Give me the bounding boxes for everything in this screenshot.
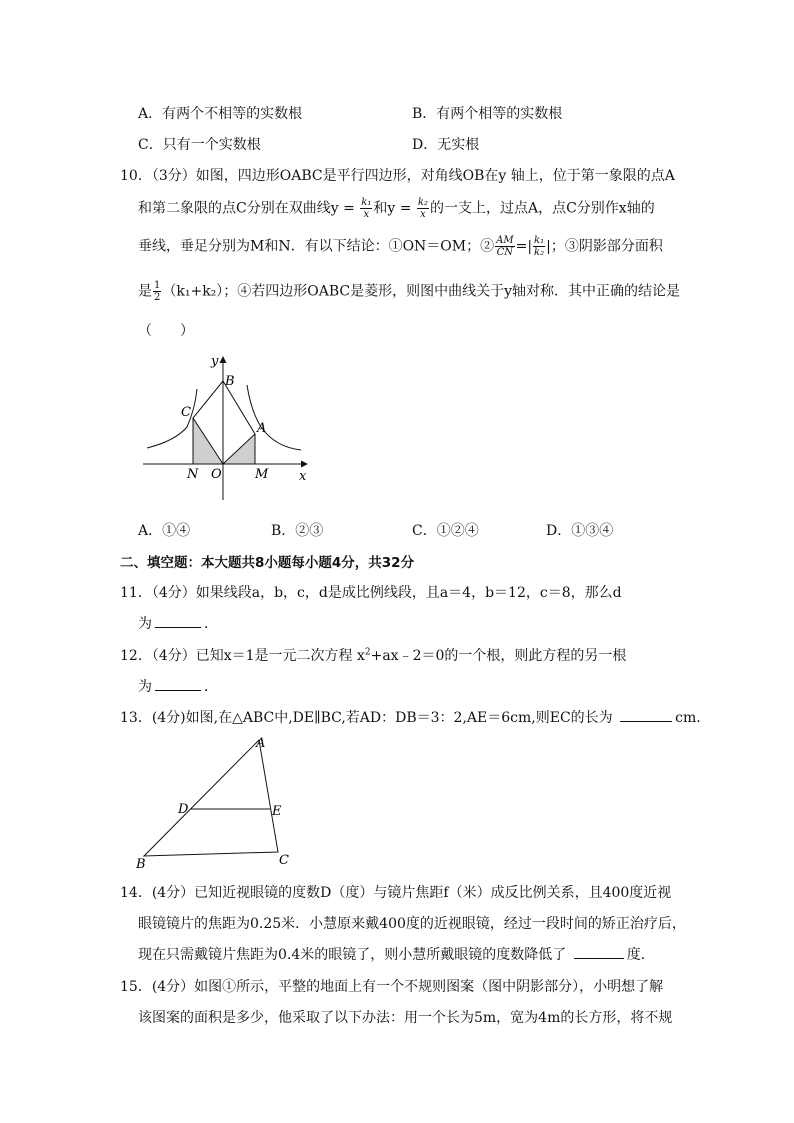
q10-option-d: D．①③④ bbox=[546, 523, 614, 539]
q13-line-1 bbox=[120, 707, 710, 727]
x-denominator-2: x bbox=[420, 209, 426, 220]
label-c-13: C bbox=[279, 853, 289, 868]
half-denominator: 2 bbox=[154, 292, 161, 303]
x-denominator: x bbox=[363, 209, 370, 220]
q14-answer-blank[interactable] bbox=[574, 957, 624, 959]
q15-line-1: 15．(4分）如图①所示，平整的地面上有一个不规则图案（图中阴影部分），小明想了解 bbox=[120, 979, 664, 995]
triangle-abc bbox=[144, 740, 278, 856]
q12-text-2: 为 bbox=[138, 679, 152, 695]
q10-option-a: A．①④ bbox=[138, 523, 191, 539]
q13-text: 13．(4分)如图,在△ABC中,DE∥BC,若AD：DB＝3：2,AE＝6cm,则EC的长为 bbox=[120, 710, 613, 726]
cn-denominator: CN bbox=[496, 247, 514, 258]
q12-text-1a: 12．（4分）已知x＝1是一元二次方程 x bbox=[120, 648, 365, 664]
half-numerator: 1 bbox=[154, 280, 161, 291]
q10-figure bbox=[135, 345, 320, 505]
q11-end: ． bbox=[204, 616, 218, 632]
q10-text-3a: 垂线，垂足分别为M和N．有以下结论：①ON＝OM；② bbox=[138, 238, 495, 255]
q10-eq-2: = bbox=[399, 200, 412, 217]
label-x: x bbox=[299, 469, 307, 484]
q13-answer-blank[interactable] bbox=[620, 720, 672, 722]
label-a: A bbox=[257, 421, 267, 436]
q11-text-2: 为 bbox=[138, 616, 152, 632]
q10-score: （3分） bbox=[151, 168, 196, 184]
q11-line-2 bbox=[138, 613, 218, 633]
q10-number: 10． bbox=[120, 168, 152, 184]
q12-answer-blank[interactable] bbox=[155, 689, 201, 691]
label-b-13: B bbox=[136, 857, 146, 872]
q9-option-a: A．有两个不相等的实数根 bbox=[138, 106, 303, 122]
q10-line-4 bbox=[138, 280, 680, 303]
q12-line-2 bbox=[138, 676, 218, 696]
section-header: 二、填空题：本大题共8小题每小题4分，共32分 bbox=[120, 555, 415, 571]
label-n: N bbox=[187, 467, 199, 482]
q15-line-2: 该图案的面积是多少，他采取了以下办法：用一个长为5m，宽为4m的长方形，将不规 bbox=[138, 1010, 673, 1026]
q14-end: 度． bbox=[626, 947, 655, 963]
k1-numerator: k₁ bbox=[361, 197, 372, 208]
q11-answer-blank[interactable] bbox=[155, 626, 201, 628]
q10-text-3b: |；③阴影部分面积 bbox=[546, 238, 663, 255]
q10-text-2a: 和第二象限的点C分别在双曲线y bbox=[138, 200, 339, 217]
label-y: y bbox=[211, 354, 219, 369]
q10-option-b: B．②③ bbox=[271, 523, 324, 539]
q12-line-1 bbox=[120, 645, 626, 665]
q10-text-4a: 是 bbox=[138, 283, 152, 300]
q10-and: 和y bbox=[373, 200, 396, 217]
q10-text-1: 如图，四边形OABC是平行四边形，对角线OB在y 轴上，位于第一象限的点A bbox=[195, 168, 675, 184]
q10-option-c: C．①②④ bbox=[412, 523, 479, 539]
q14-text-3: 现在只需戴镜片焦距为0.4米的眼镜了，则小慧所戴眼镜的度数降低了 bbox=[138, 947, 567, 963]
q14-line-1: 14．(4分）已知近视眼镜的度数D（度）与镜片焦距f（米）成反比例关系，且400度近视 bbox=[120, 885, 672, 901]
label-e: E bbox=[272, 804, 282, 819]
label-d: D bbox=[178, 802, 189, 817]
k2-denominator: k₂ bbox=[534, 247, 545, 258]
label-c: C bbox=[181, 405, 191, 420]
q10-line-1 bbox=[120, 165, 675, 185]
q10-answer-paren: （ ） bbox=[138, 323, 194, 339]
q12-superscript: 2 bbox=[364, 647, 371, 658]
q10-line-2 bbox=[138, 197, 655, 220]
q10-text-2b: 的一支上，过点A，点C分别作x轴的 bbox=[429, 200, 655, 217]
label-a-13: A bbox=[256, 736, 266, 751]
q10-line-3 bbox=[138, 235, 663, 258]
q10-eq-1: = bbox=[343, 200, 355, 217]
q13-figure bbox=[132, 732, 302, 872]
label-b: B bbox=[225, 374, 235, 389]
q12-text-1b: +ax﹣2＝0的一个根，则此方程的另一根 bbox=[370, 648, 627, 664]
am-over-cn-fraction bbox=[495, 235, 514, 258]
half-fraction bbox=[153, 280, 161, 303]
q10-eq-3: =| bbox=[515, 238, 533, 255]
k1-over-x-fraction bbox=[360, 197, 372, 220]
q10-text-4b: （k₁+k₂）；④若四边形OABC是菱形，则图中曲线关于y轴对称．其中正确的结论是 bbox=[162, 283, 681, 300]
q9-option-c: C．只有一个实数根 bbox=[138, 137, 261, 153]
label-m: M bbox=[255, 467, 269, 482]
q14-line-2: 眼镜镜片的焦距为0.25米．小慧原来戴400度的近视眼镜，经过一段时间的矫正治疗后， bbox=[138, 916, 686, 932]
q11-line-1: 11．（4分）如果线段a，b，c，d是成比例线段，且a＝4，b＝12，c＝8，那么d bbox=[120, 585, 622, 601]
k2-over-x-fraction bbox=[417, 197, 429, 220]
q9-option-d: D．无实根 bbox=[412, 137, 480, 153]
q13-unit: cm． bbox=[675, 710, 711, 726]
k1-over-k2-fraction bbox=[533, 235, 545, 258]
k1-numerator-b: k₁ bbox=[534, 235, 545, 246]
q12-end: ． bbox=[204, 679, 218, 695]
label-o: O bbox=[211, 467, 222, 482]
k2-numerator: k₂ bbox=[417, 197, 428, 208]
am-numerator: AM bbox=[496, 235, 514, 246]
q9-option-b: B．有两个相等的实数根 bbox=[412, 106, 563, 122]
q14-line-3 bbox=[138, 944, 655, 964]
